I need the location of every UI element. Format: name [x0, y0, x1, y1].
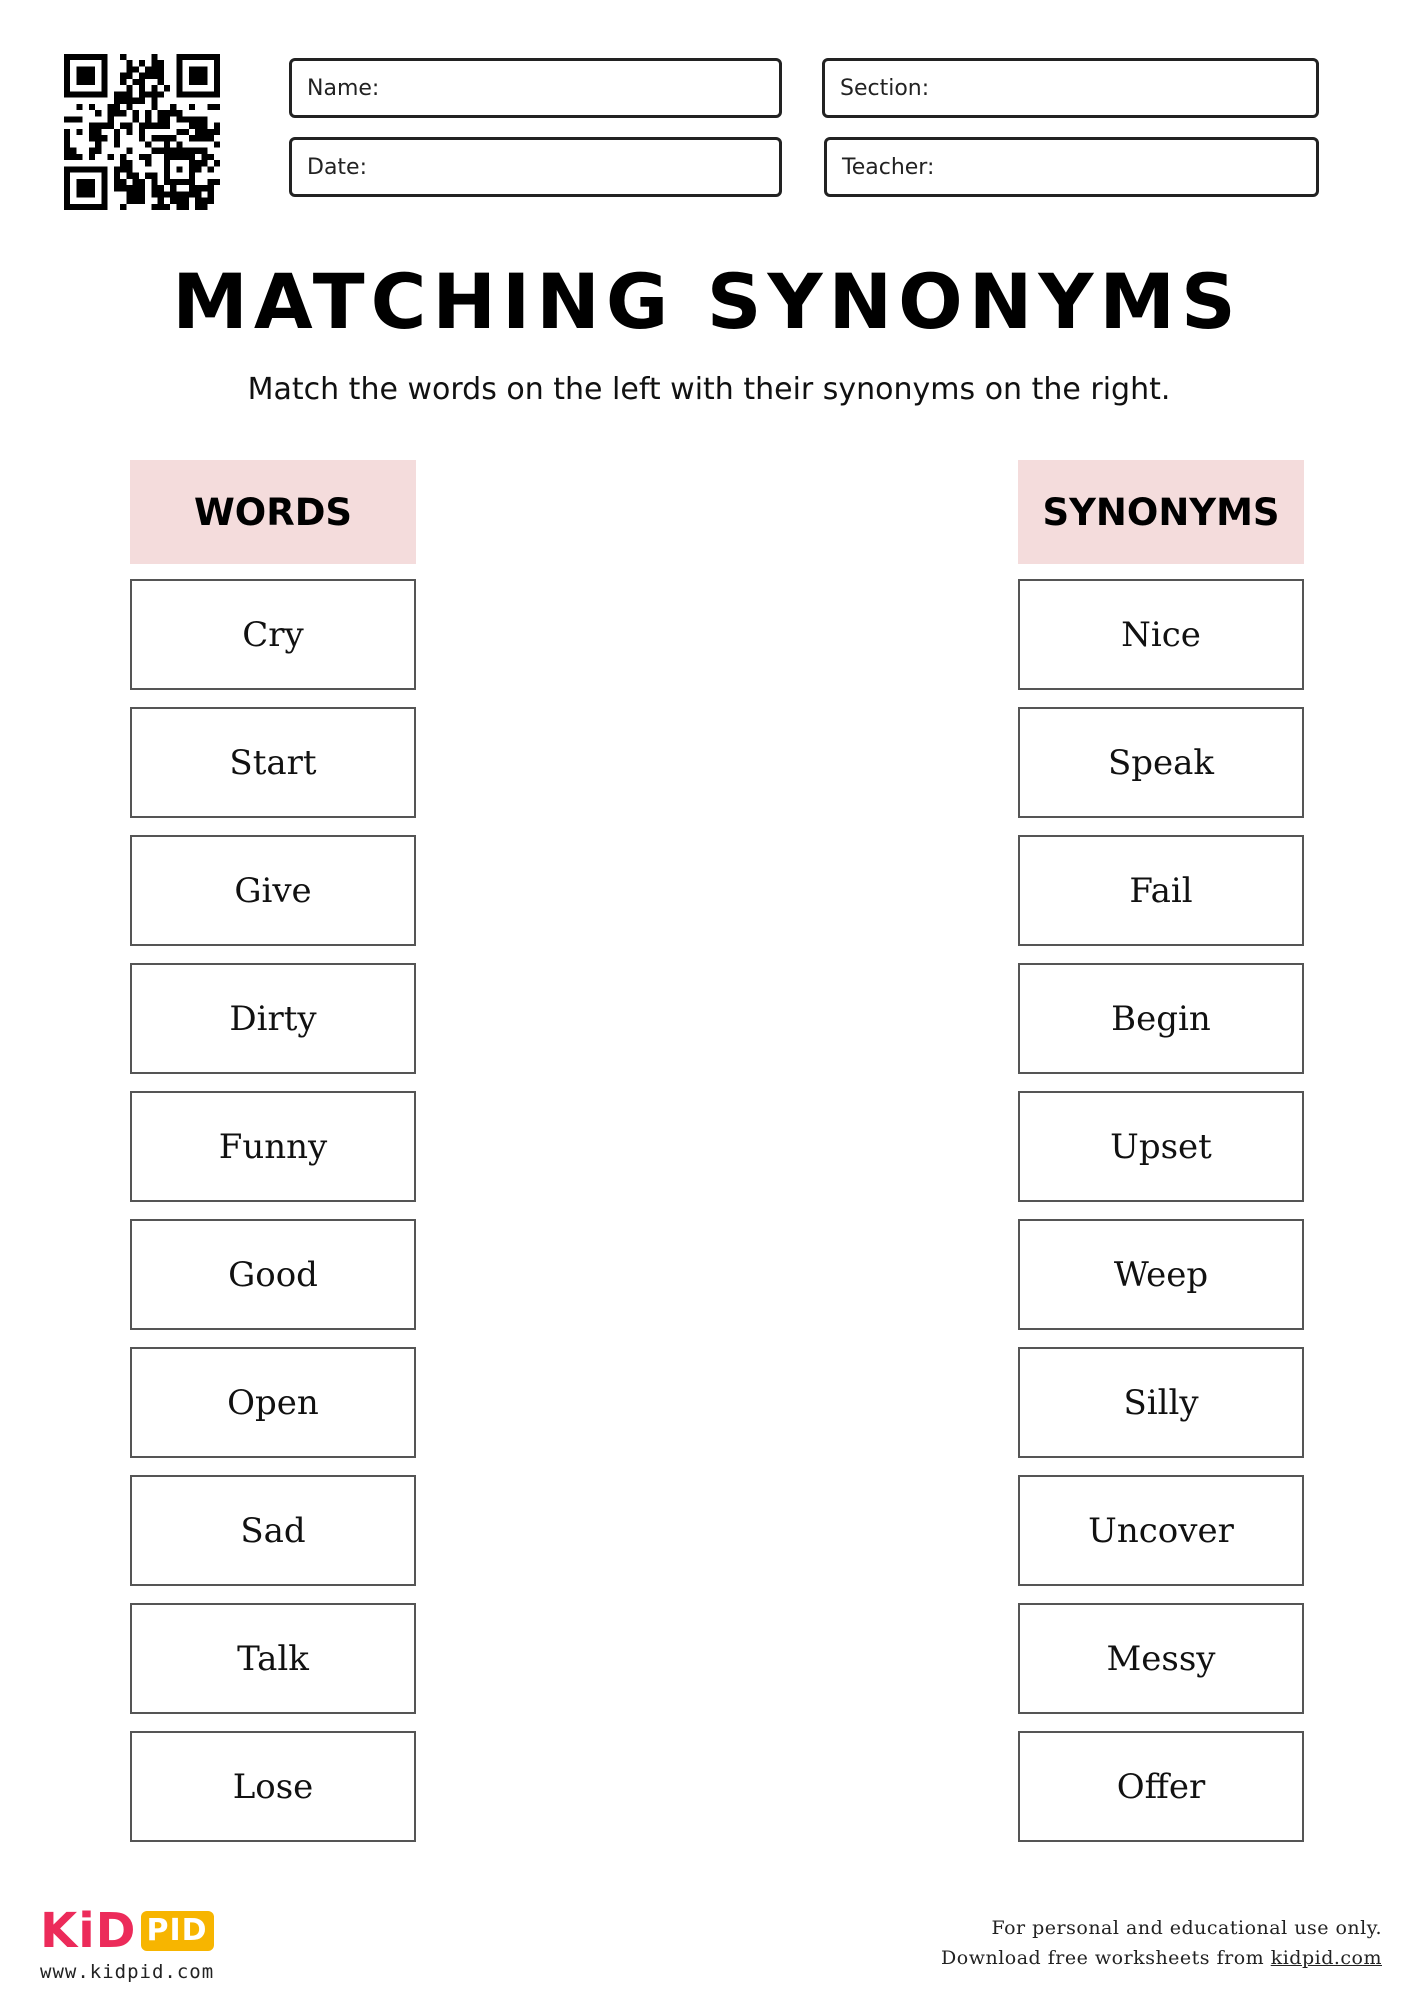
footer-notice [941, 1913, 1382, 1973]
instructions: Match the words on the left with their synonyms on the right. [247, 372, 1171, 407]
logo-kid-text: KiD [40, 1903, 137, 1959]
synonym-box[interactable]: Fail [1018, 835, 1304, 946]
logo-url: www.kidpid.com [40, 1961, 215, 1983]
date-field[interactable] [289, 137, 782, 197]
section-field-label: Section: [840, 75, 930, 101]
kidpid-logo-mark [40, 1905, 230, 1957]
synonym-box[interactable]: Messy [1018, 1603, 1304, 1714]
name-field[interactable] [289, 58, 782, 118]
teacher-field[interactable] [824, 137, 1319, 197]
word-box[interactable]: Dirty [130, 963, 416, 1074]
synonym-box[interactable]: Begin [1018, 963, 1304, 1074]
kidpid-logo[interactable] [40, 1905, 230, 1983]
name-field-label: Name: [307, 75, 380, 101]
word-box[interactable]: Funny [130, 1091, 416, 1202]
footer-line-1: For personal and educational use only. [991, 1917, 1382, 1939]
synonym-box[interactable]: Uncover [1018, 1475, 1304, 1586]
word-box[interactable]: Open [130, 1347, 416, 1458]
synonym-box[interactable]: Weep [1018, 1219, 1304, 1330]
synonyms-column-header: SYNONYMS [1018, 460, 1304, 564]
kidpid-link[interactable]: kidpid.com [1270, 1947, 1382, 1969]
words-column-header: WORDS [130, 460, 416, 564]
section-field[interactable] [822, 58, 1319, 118]
synonym-box[interactable]: Silly [1018, 1347, 1304, 1458]
footer-line-2-prefix: Download free worksheets from [941, 1947, 1271, 1969]
word-box[interactable]: Sad [130, 1475, 416, 1586]
word-box[interactable]: Talk [130, 1603, 416, 1714]
word-box[interactable]: Start [130, 707, 416, 818]
synonym-box[interactable]: Upset [1018, 1091, 1304, 1202]
date-field-label: Date: [307, 154, 367, 180]
words-column [130, 579, 416, 1859]
word-box[interactable]: Give [130, 835, 416, 946]
footer-line-2 [941, 1943, 1382, 1973]
word-box[interactable]: Cry [130, 579, 416, 690]
synonym-box[interactable]: Offer [1018, 1731, 1304, 1842]
qr-code-icon [64, 54, 220, 210]
teacher-field-label: Teacher: [842, 154, 935, 180]
word-box[interactable]: Good [130, 1219, 416, 1330]
synonyms-column [1018, 579, 1304, 1859]
word-box[interactable]: Lose [130, 1731, 416, 1842]
logo-pid-text: PID [141, 1911, 214, 1951]
synonym-box[interactable]: Speak [1018, 707, 1304, 818]
page-title: MATCHING SYNONYMS [172, 257, 1242, 346]
synonym-box[interactable]: Nice [1018, 579, 1304, 690]
